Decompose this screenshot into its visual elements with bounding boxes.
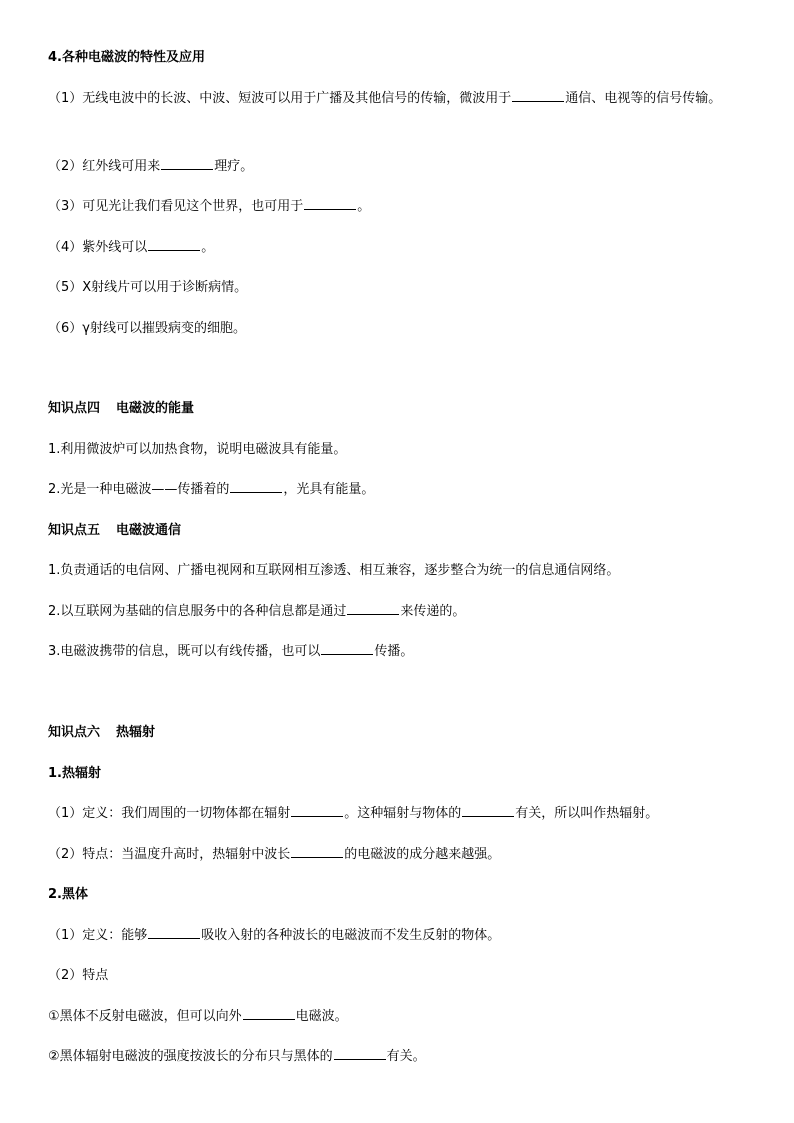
fill-blank[interactable] <box>512 89 564 102</box>
fill-blank[interactable] <box>462 804 514 817</box>
item-x-ray: （5）X射线片可以用于诊断病情。 <box>48 280 248 295</box>
k5-point-2: 2.以互联网为基础的信息服务中的各种信息都是通过 来传递的。 <box>48 604 466 619</box>
fill-blank[interactable] <box>243 1007 295 1020</box>
black-body-definition: （1）定义：能够 吸收入射的各种波长的电磁波而不发生反射的物体。 <box>48 928 501 943</box>
fill-blank[interactable] <box>304 197 356 210</box>
fill-blank[interactable] <box>148 238 200 251</box>
fill-blank[interactable] <box>347 602 399 615</box>
item-radio-waves: （1）无线电波中的长波、中波、短波可以用于广播及其他信号的传输，微波用于 通信、电视等的信号传输。 <box>48 91 722 106</box>
k4-point-2: 2.光是一种电磁波——传播着的 ，光具有能量。 <box>48 482 375 497</box>
fill-blank[interactable] <box>334 1047 386 1060</box>
fill-blank[interactable] <box>321 642 373 655</box>
black-body-feature-label: （2）特点 <box>48 968 109 983</box>
sub-heading-black-body: 2.黑体 <box>48 887 88 902</box>
item-gamma-ray: （6）γ射线可以摧毁病变的细胞。 <box>48 321 246 336</box>
fill-blank[interactable] <box>148 926 200 939</box>
item-visible-light: （3）可见光让我们看见这个世界，也可用于 。 <box>48 199 371 214</box>
section-heading-4: 4.各种电磁波的特性及应用 <box>48 50 205 65</box>
k5-point-3: 3.电磁波携带的信息，既可以有线传播，也可以 传播。 <box>48 644 414 659</box>
black-body-feature-1: ①黑体不反射电磁波，但可以向外 电磁波。 <box>48 1009 348 1024</box>
fill-blank[interactable] <box>291 845 343 858</box>
knowledge-heading-5: 知识点五 电磁波通信 <box>48 523 182 538</box>
black-body-feature-2: ②黑体辐射电磁波的强度按波长的分布只与黑体的 有关。 <box>48 1049 426 1064</box>
fill-blank[interactable] <box>230 480 282 493</box>
knowledge-heading-4: 知识点四 电磁波的能量 <box>48 401 195 416</box>
thermal-feature: （2）特点：当温度升高时，热辐射中波长 的电磁波的成分越来越强。 <box>48 847 501 862</box>
fill-blank[interactable] <box>161 157 213 170</box>
knowledge-heading-6: 知识点六 热辐射 <box>48 725 156 740</box>
k5-point-1: 1.负责通话的电信网、广播电视网和互联网相互渗透、相互兼容，逐步整合为统一的信息通信网络。 <box>48 563 620 578</box>
k4-point-1: 1.利用微波炉可以加热食物，说明电磁波具有能量。 <box>48 442 347 457</box>
fill-blank[interactable] <box>291 804 343 817</box>
item-ultraviolet: （4）紫外线可以 。 <box>48 240 215 255</box>
sub-heading-thermal-radiation: 1.热辐射 <box>48 766 101 781</box>
item-infrared: （2）红外线可用来 理疗。 <box>48 159 254 174</box>
thermal-definition: （1）定义：我们周围的一切物体都在辐射 。这种辐射与物体的 有关，所以叫作热辐射。 <box>48 806 659 821</box>
